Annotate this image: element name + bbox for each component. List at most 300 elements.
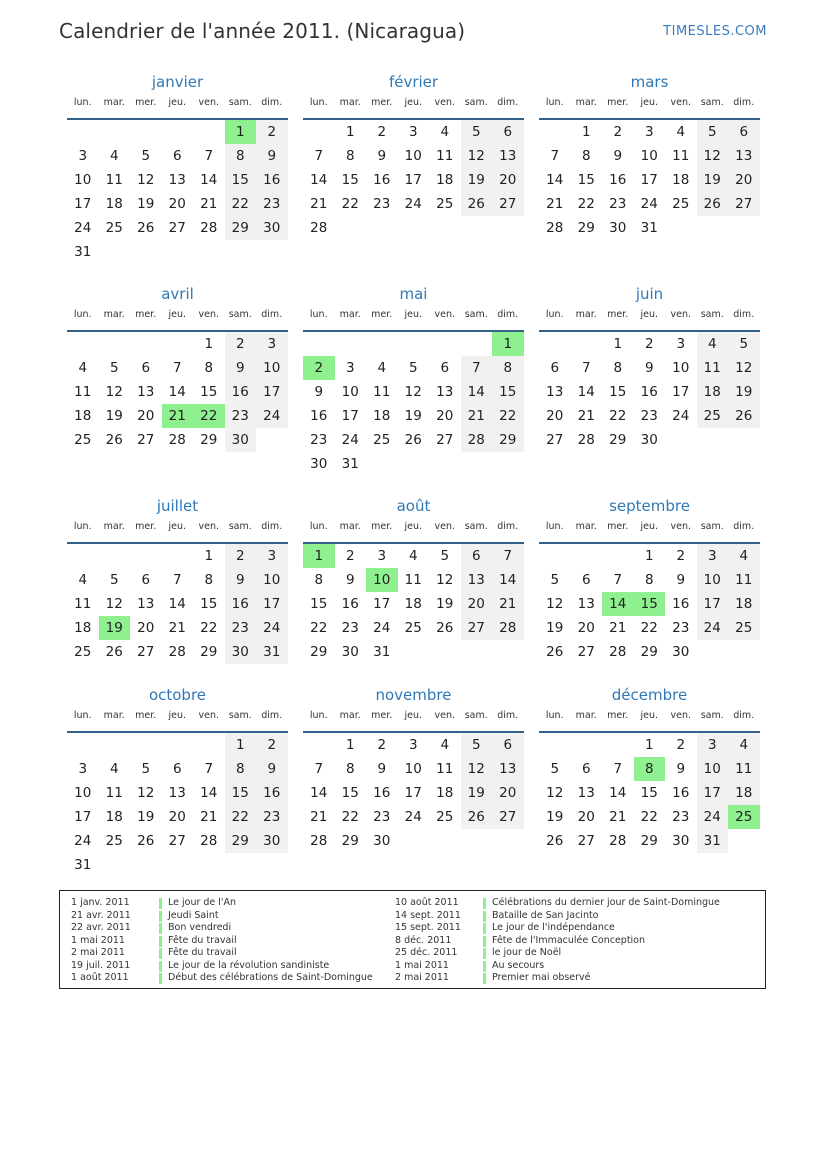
day-cell: 20	[436, 408, 454, 424]
weekday-header	[539, 309, 760, 327]
day-cell: 29	[341, 833, 359, 849]
day-cell: 6	[581, 761, 591, 777]
day-cell: 7	[172, 572, 182, 588]
day-cell: 28	[200, 833, 218, 849]
month-name: juin	[635, 285, 664, 303]
day-cell: 11	[728, 757, 760, 781]
day-cell: 22	[577, 196, 595, 212]
day-cell: 5	[697, 120, 729, 144]
weekday-label: mar.	[575, 521, 597, 532]
day-cell: 6	[550, 360, 560, 376]
day-grid	[303, 733, 524, 853]
empty-cell	[366, 332, 398, 356]
day-cell: 9	[345, 572, 355, 588]
weekday-label: jeu.	[168, 309, 187, 320]
legend-row	[395, 897, 720, 910]
day-cell: 5	[461, 733, 493, 757]
day-cell: 3	[697, 544, 729, 568]
weekday-label: ven.	[434, 710, 455, 721]
day-cell: 5	[728, 332, 760, 356]
day-cell: 22	[609, 408, 627, 424]
day-cell: 2	[225, 544, 257, 568]
day-cell: 28	[546, 220, 564, 236]
day-cell: 16	[256, 781, 288, 805]
weekday-label: sam.	[464, 710, 488, 721]
day-cell: 3	[408, 124, 418, 140]
day-cell: 13	[728, 144, 760, 168]
empty-cell	[67, 332, 99, 356]
legend-row	[71, 897, 373, 910]
day-cell: 3	[408, 737, 418, 753]
day-cell: 10	[74, 785, 92, 801]
holiday-day-cell: 8	[634, 757, 666, 781]
day-cell: 7	[204, 148, 214, 164]
day-cell: 29	[640, 644, 658, 660]
weekday-label: mer.	[135, 97, 157, 108]
day-cell: 23	[341, 620, 359, 636]
weekday-label: mar.	[575, 309, 597, 320]
day-cell: 28	[310, 220, 328, 236]
day-cell: 8	[644, 572, 654, 588]
weekday-header	[539, 521, 760, 539]
day-cell: 26	[137, 833, 155, 849]
day-cell: 2	[644, 336, 654, 352]
day-cell: 25	[728, 616, 760, 640]
month-name: octobre	[148, 686, 207, 704]
weekday-label: mer.	[135, 521, 157, 532]
month-name: août	[396, 497, 431, 515]
empty-cell	[571, 733, 603, 757]
day-cell: 30	[672, 644, 690, 660]
day-cell: 19	[137, 196, 155, 212]
weekday-label: ven.	[434, 309, 455, 320]
day-cell: 27	[492, 192, 524, 216]
holiday-day-cell: 19	[99, 616, 131, 640]
weekday-label: mer.	[607, 521, 629, 532]
legend-row	[71, 910, 373, 923]
day-cell: 30	[373, 833, 391, 849]
day-cell: 24	[256, 404, 288, 428]
holiday-day-cell: 25	[728, 805, 760, 829]
day-cell: 27	[168, 220, 186, 236]
empty-cell	[130, 733, 162, 757]
legend-marker	[159, 923, 162, 934]
month-name: mars	[630, 73, 669, 91]
day-cell: 16	[225, 592, 257, 616]
day-cell: 12	[137, 785, 155, 801]
day-cell: 6	[461, 544, 493, 568]
day-cell: 12	[461, 144, 493, 168]
legend-holiday-name: Fête de l'Immaculée Conception	[492, 934, 646, 946]
day-cell: 13	[168, 172, 186, 188]
legend-date: 21 avr. 2011	[71, 909, 131, 921]
day-cell: 30	[256, 216, 288, 240]
weekday-label: sam.	[464, 309, 488, 320]
day-cell: 18	[728, 781, 760, 805]
day-cell: 18	[74, 620, 92, 636]
day-cell: 9	[613, 148, 623, 164]
legend-marker	[159, 911, 162, 922]
day-cell: 10	[697, 568, 729, 592]
weekday-label: ven.	[670, 521, 691, 532]
legend-column-right	[395, 897, 720, 985]
day-cell: 5	[461, 120, 493, 144]
weekday-label: ven.	[434, 521, 455, 532]
day-cell: 6	[492, 733, 524, 757]
day-cell: 29	[225, 829, 257, 853]
day-cell: 7	[492, 544, 524, 568]
day-cell: 8	[613, 360, 623, 376]
weekday-header	[303, 309, 524, 327]
day-cell: 9	[676, 572, 686, 588]
empty-cell	[602, 544, 634, 568]
weekday-label: mar.	[339, 309, 361, 320]
weekday-header	[67, 309, 288, 327]
day-cell: 20	[492, 781, 524, 805]
day-cell: 17	[404, 785, 422, 801]
weekday-label: jeu.	[640, 710, 659, 721]
day-cell: 24	[404, 196, 422, 212]
weekday-label: mar.	[339, 710, 361, 721]
day-cell: 16	[609, 172, 627, 188]
weekday-label: mer.	[371, 521, 393, 532]
month-name: décembre	[611, 686, 688, 704]
day-cell: 7	[613, 572, 623, 588]
day-cell: 31	[74, 857, 92, 873]
weekday-label: sam.	[700, 521, 724, 532]
weekday-label: lun.	[73, 309, 92, 320]
day-cell: 12	[697, 144, 729, 168]
legend-row	[71, 972, 373, 985]
legend-marker	[483, 961, 486, 972]
empty-cell	[67, 544, 99, 568]
day-cell: 11	[373, 384, 391, 400]
day-cell: 15	[341, 172, 359, 188]
day-cell: 6	[141, 572, 151, 588]
weekday-header	[303, 710, 524, 728]
day-cell: 25	[105, 833, 123, 849]
day-cell: 14	[546, 172, 564, 188]
day-cell: 2	[256, 120, 288, 144]
day-cell: 30	[341, 644, 359, 660]
day-cell: 3	[78, 148, 88, 164]
day-cell: 31	[640, 220, 658, 236]
legend-holiday-name: Célébrations du dernier jour de Saint-Domingue	[492, 897, 720, 908]
day-cell: 2	[676, 548, 686, 564]
month-block	[303, 686, 524, 853]
day-cell: 17	[672, 384, 690, 400]
empty-cell	[303, 120, 335, 144]
empty-cell	[99, 120, 131, 144]
day-cell: 15	[609, 384, 627, 400]
day-cell: 19	[546, 620, 564, 636]
day-cell: 2	[613, 124, 623, 140]
day-cell: 24	[697, 805, 729, 829]
day-cell: 15	[341, 785, 359, 801]
weekday-label: lun.	[545, 309, 564, 320]
day-cell: 15	[640, 785, 658, 801]
empty-cell	[335, 332, 367, 356]
day-cell: 18	[672, 172, 690, 188]
site-link[interactable]: TIMESLES.COM	[663, 24, 767, 39]
day-grid	[67, 544, 288, 664]
day-cell: 1	[613, 336, 623, 352]
day-cell: 8	[492, 356, 524, 380]
weekday-label: lun.	[73, 97, 92, 108]
empty-cell	[67, 120, 99, 144]
weekday-label: dim.	[733, 309, 755, 320]
weekday-label: sam.	[700, 710, 724, 721]
weekday-label: mer.	[371, 309, 393, 320]
legend-holiday-name: le jour de Noël	[492, 947, 562, 958]
day-cell: 16	[310, 408, 328, 424]
day-cell: 28	[310, 833, 328, 849]
day-cell: 10	[256, 356, 288, 380]
legend-holiday-name: Fête du travail	[168, 934, 237, 946]
day-cell: 27	[492, 805, 524, 829]
day-cell: 28	[168, 644, 186, 660]
day-cell: 5	[141, 148, 151, 164]
day-cell: 30	[225, 640, 257, 664]
legend-marker	[159, 936, 162, 947]
day-cell: 30	[256, 829, 288, 853]
weekday-label: lun.	[309, 97, 328, 108]
day-cell: 24	[74, 220, 92, 236]
empty-cell	[398, 332, 430, 356]
day-cell: 16	[373, 172, 391, 188]
day-cell: 6	[728, 120, 760, 144]
day-cell: 9	[644, 360, 654, 376]
empty-cell	[429, 332, 461, 356]
day-cell: 27	[137, 644, 155, 660]
day-cell: 11	[105, 172, 123, 188]
weekday-label: sam.	[464, 97, 488, 108]
day-cell: 17	[404, 172, 422, 188]
weekday-label: lun.	[309, 521, 328, 532]
legend-marker	[483, 936, 486, 947]
day-cell: 12	[546, 596, 564, 612]
day-cell: 20	[728, 168, 760, 192]
day-cell: 20	[577, 620, 595, 636]
day-cell: 22	[640, 620, 658, 636]
day-cell: 19	[461, 781, 493, 805]
legend-holiday-name: Le jour de la révolution sandiniste	[168, 959, 330, 971]
weekday-label: mar.	[103, 710, 125, 721]
day-cell: 25	[105, 220, 123, 236]
weekday-label: dim.	[261, 309, 283, 320]
day-cell: 12	[404, 384, 422, 400]
day-cell: 19	[404, 408, 422, 424]
day-cell: 12	[461, 757, 493, 781]
weekday-label: dim.	[497, 710, 519, 721]
weekday-label: dim.	[733, 97, 755, 108]
weekday-label: dim.	[497, 309, 519, 320]
day-cell: 29	[577, 220, 595, 236]
day-cell: 26	[461, 192, 493, 216]
day-cell: 9	[256, 757, 288, 781]
month-block	[67, 686, 288, 877]
weekday-label: ven.	[198, 309, 219, 320]
day-cell: 3	[256, 332, 288, 356]
day-cell: 23	[225, 404, 257, 428]
day-cell: 10	[404, 761, 422, 777]
day-cell: 21	[492, 592, 524, 616]
day-cell: 21	[200, 196, 218, 212]
day-grid	[539, 733, 760, 853]
day-cell: 22	[640, 809, 658, 825]
empty-cell	[303, 332, 335, 356]
day-cell: 8	[204, 572, 214, 588]
empty-cell	[303, 733, 335, 757]
day-cell: 11	[436, 148, 454, 164]
legend-column-left	[71, 897, 373, 985]
day-cell: 5	[550, 761, 560, 777]
day-cell: 13	[137, 384, 155, 400]
weekday-header	[67, 710, 288, 728]
day-cell: 19	[546, 809, 564, 825]
legend-holiday-name: Au secours	[492, 959, 545, 971]
day-cell: 28	[609, 833, 627, 849]
day-cell: 14	[577, 384, 595, 400]
weekday-label: mer.	[135, 309, 157, 320]
day-cell: 2	[225, 332, 257, 356]
day-cell: 25	[672, 196, 690, 212]
month-block	[303, 285, 524, 476]
day-cell: 8	[345, 148, 355, 164]
day-cell: 10	[640, 148, 658, 164]
weekday-label: ven.	[198, 97, 219, 108]
legend-marker	[483, 898, 486, 909]
day-grid	[303, 544, 524, 664]
day-cell: 29	[200, 644, 218, 660]
day-cell: 31	[256, 640, 288, 664]
day-cell: 17	[256, 592, 288, 616]
legend-row	[395, 947, 720, 960]
day-cell: 13	[492, 757, 524, 781]
weekday-label: sam.	[700, 97, 724, 108]
day-cell: 4	[408, 548, 418, 564]
legend-row	[395, 935, 720, 948]
day-cell: 27	[168, 833, 186, 849]
day-cell: 18	[74, 408, 92, 424]
weekday-label: sam.	[228, 309, 252, 320]
day-cell: 28	[200, 220, 218, 236]
day-cell: 29	[640, 833, 658, 849]
weekday-label: mer.	[371, 97, 393, 108]
day-cell: 16	[225, 380, 257, 404]
day-cell: 25	[404, 620, 422, 636]
empty-cell	[99, 332, 131, 356]
day-grid	[539, 120, 760, 240]
legend-date: 1 août 2011	[71, 972, 129, 983]
empty-cell	[193, 120, 225, 144]
day-cell: 18	[728, 592, 760, 616]
empty-cell	[571, 544, 603, 568]
month-block	[539, 73, 760, 240]
weekday-label: mar.	[339, 521, 361, 532]
day-cell: 16	[672, 785, 690, 801]
month-name: avril	[161, 285, 194, 303]
day-cell: 3	[256, 544, 288, 568]
day-cell: 12	[728, 356, 760, 380]
day-cell: 14	[200, 785, 218, 801]
empty-cell	[539, 733, 571, 757]
day-cell: 26	[105, 432, 123, 448]
day-cell: 22	[341, 196, 359, 212]
day-cell: 11	[672, 148, 690, 164]
day-cell: 9	[225, 356, 257, 380]
day-cell: 20	[137, 408, 155, 424]
day-cell: 27	[436, 432, 454, 448]
day-cell: 5	[109, 360, 119, 376]
day-cell: 14	[168, 596, 186, 612]
holiday-day-cell: 15	[634, 592, 666, 616]
weekday-label: jeu.	[168, 521, 187, 532]
page-title: Calendrier de l'année 2011. (Nicaragua)	[59, 19, 466, 43]
weekday-label: mer.	[607, 309, 629, 320]
day-cell: 24	[672, 408, 690, 424]
legend-date: 1 janv. 2011	[71, 897, 130, 908]
legend-holiday-name: Bataille de San Jacinto	[492, 909, 599, 921]
month-block	[539, 285, 760, 452]
day-cell: 17	[256, 380, 288, 404]
day-cell: 18	[436, 785, 454, 801]
empty-cell	[193, 733, 225, 757]
legend-date: 2 mai 2011	[395, 972, 449, 983]
day-cell: 13	[436, 384, 454, 400]
day-cell: 19	[728, 380, 760, 404]
day-cell: 23	[640, 408, 658, 424]
month-block	[67, 285, 288, 452]
empty-cell	[130, 120, 162, 144]
day-cell: 14	[461, 380, 493, 404]
day-cell: 2	[377, 124, 387, 140]
day-cell: 18	[436, 172, 454, 188]
legend-row	[395, 910, 720, 923]
day-cell: 4	[78, 572, 88, 588]
day-cell: 27	[728, 192, 760, 216]
day-cell: 18	[105, 809, 123, 825]
month-name: mai	[399, 285, 428, 303]
weekday-label: mer.	[371, 710, 393, 721]
weekday-label: jeu.	[404, 521, 423, 532]
day-cell: 16	[373, 785, 391, 801]
day-cell: 9	[377, 148, 387, 164]
day-grid	[539, 332, 760, 452]
weekday-header	[539, 710, 760, 728]
legend-holiday-name: Jeudi Saint	[168, 909, 219, 921]
day-cell: 26	[728, 404, 760, 428]
day-cell: 10	[672, 360, 690, 376]
day-cell: 13	[461, 568, 493, 592]
day-cell: 4	[377, 360, 387, 376]
empty-cell	[539, 120, 571, 144]
day-cell: 7	[613, 761, 623, 777]
day-cell: 1	[204, 548, 214, 564]
day-cell: 20	[577, 809, 595, 825]
day-cell: 21	[609, 620, 627, 636]
legend-holiday-name: Fête du travail	[168, 947, 237, 958]
legend-holiday-name: Bon vendredi	[168, 922, 232, 933]
day-cell: 23	[310, 432, 328, 448]
weekday-label: ven.	[198, 521, 219, 532]
empty-cell	[571, 332, 603, 356]
day-cell: 12	[105, 596, 123, 612]
legend-marker	[483, 923, 486, 934]
legend-marker	[159, 898, 162, 909]
day-cell: 26	[137, 220, 155, 236]
day-cell: 17	[74, 196, 92, 212]
